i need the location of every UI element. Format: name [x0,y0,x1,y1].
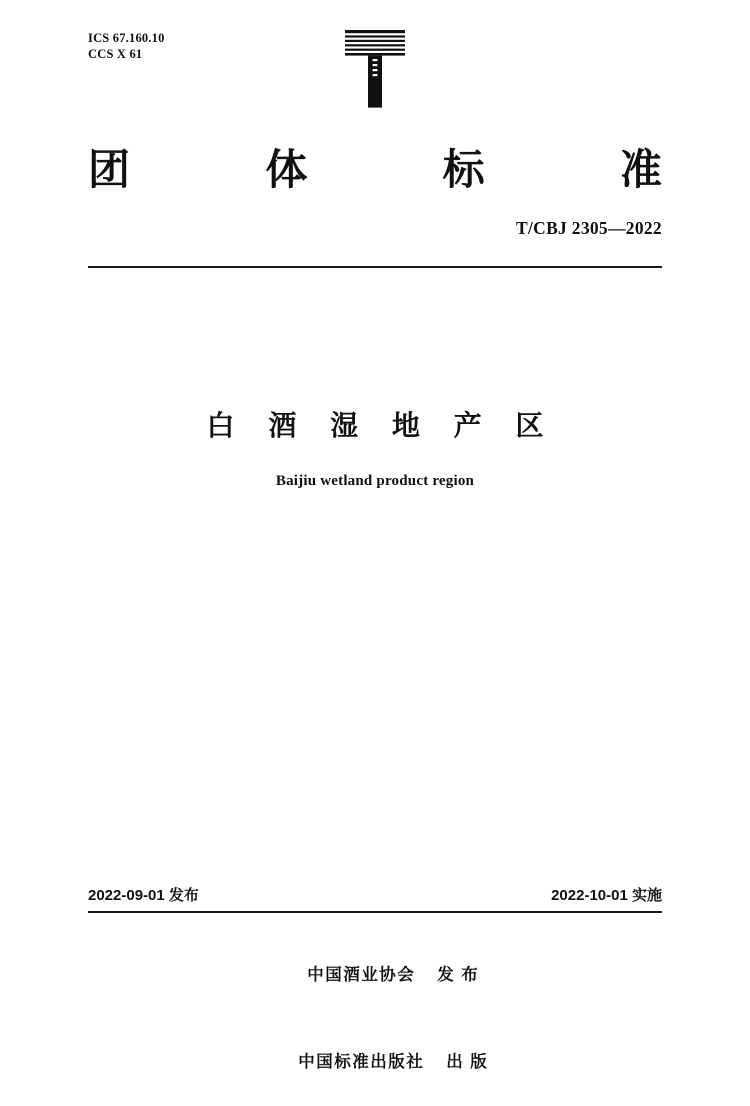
ccs-code: CCS X 61 [88,47,143,61]
ics-code: ICS 67.160.10 [88,31,165,45]
issuer-name: 中国酒业协会 [307,966,416,984]
series-title-char-1: 体 [265,146,308,193]
issue-date: 2022-09-01 发布 [88,887,199,904]
series-title-char-2: 标 [442,146,485,193]
classification-codes [88,30,165,62]
footer-divider [88,911,662,913]
publisher-action: 出 版 [446,1053,489,1071]
publisher-name: 中国标准出版社 [298,1053,425,1071]
document-title-cn: 白 酒 湿 地 产 区 [206,410,557,441]
publisher-block [0,932,750,1106]
issuer-line [0,932,750,1019]
document-title-en: Baijiu wetland product region [275,473,475,489]
series-title-char-3: 准 [619,146,662,193]
date-row [88,884,662,905]
issuer-action: 发 布 [437,966,480,984]
implementation-date: 2022-10-01 实施 [551,887,662,904]
header-divider [88,266,662,268]
standard-number: T/CBJ 2305—2022 [516,218,662,238]
series-title-char-0: 团 [88,146,131,193]
logo-t-icon [339,26,411,110]
series-title [88,137,662,197]
